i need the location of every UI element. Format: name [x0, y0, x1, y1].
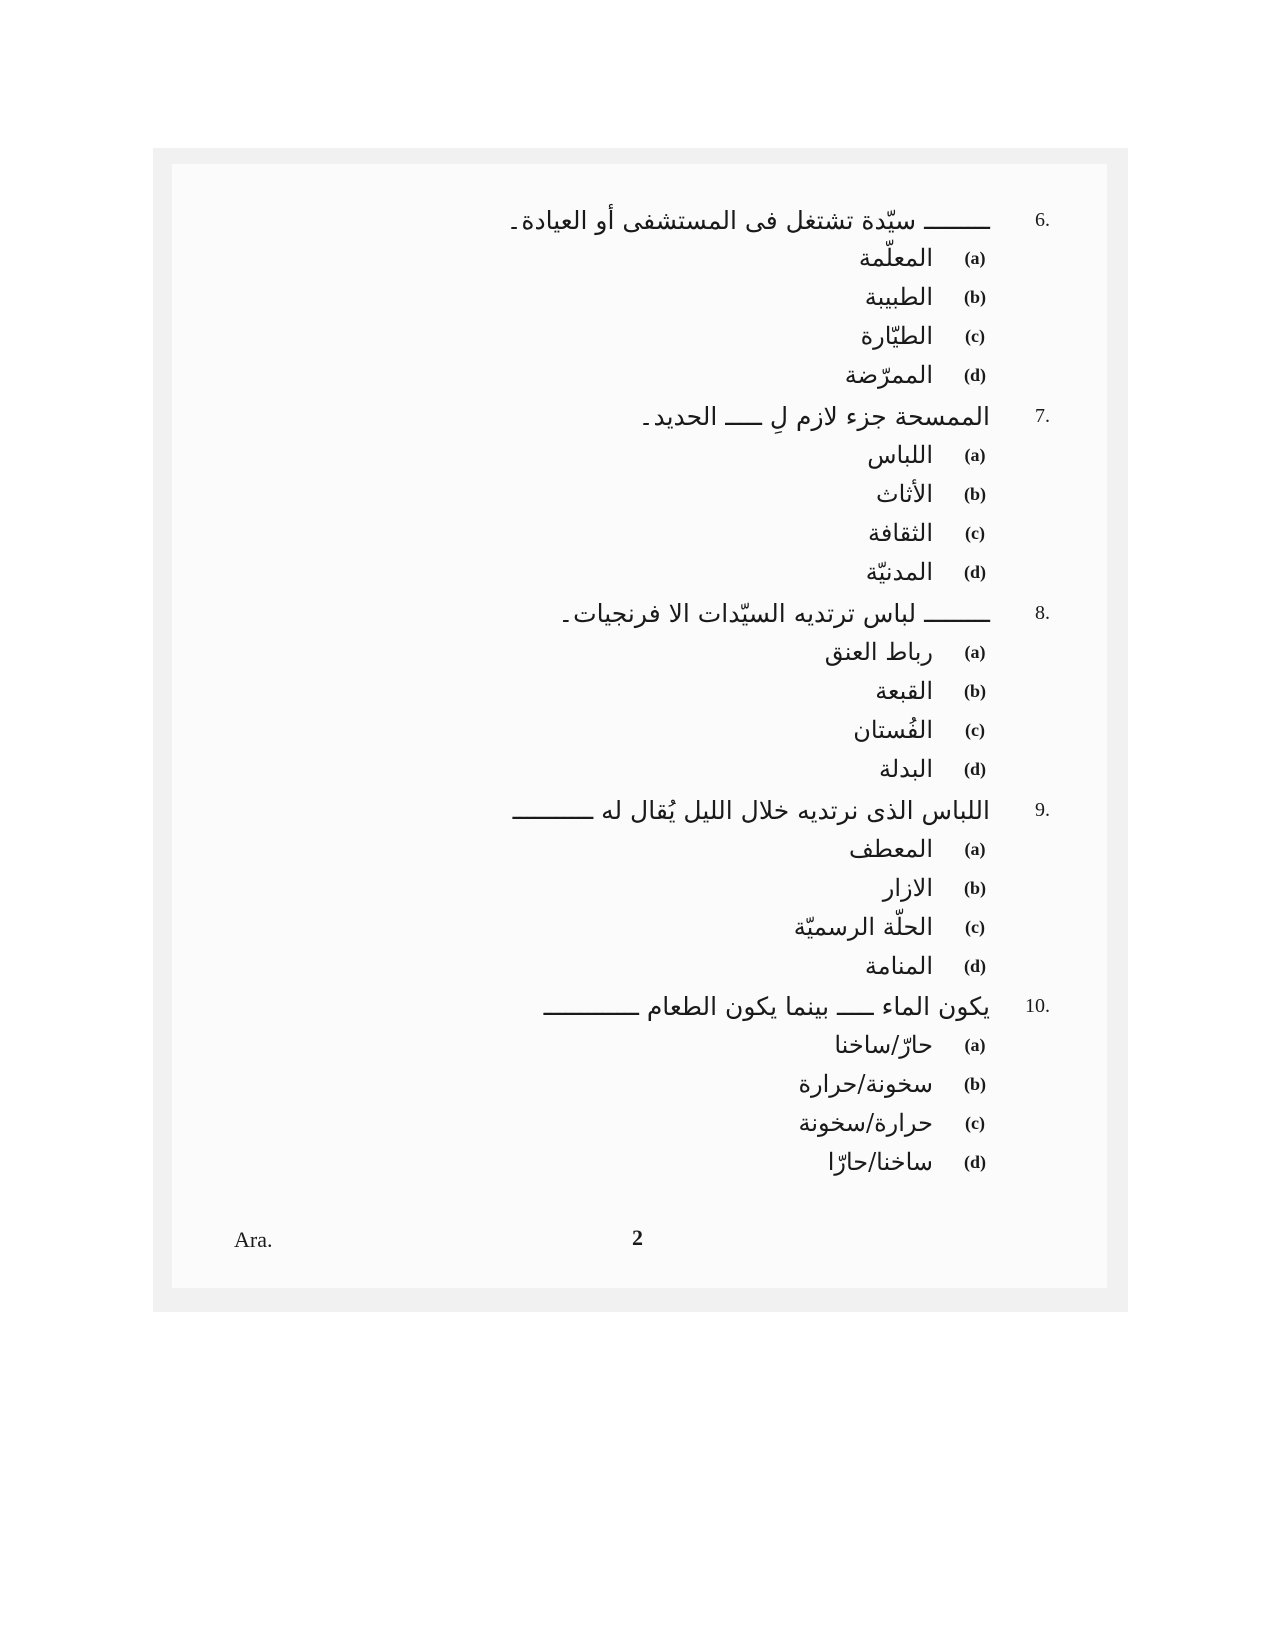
option-6d [845, 357, 1005, 393]
option-letter: (d) [964, 955, 986, 976]
question-10 [544, 988, 1050, 1024]
option-letter: (c) [965, 325, 985, 346]
option-8d [879, 751, 1005, 787]
option-text: المنامة [864, 952, 933, 980]
option-10c [798, 1105, 1005, 1141]
option-letter: (d) [964, 364, 986, 385]
option-8c [853, 712, 1005, 748]
option-text: الفُستان [853, 716, 933, 744]
option-letter: (c) [965, 719, 985, 740]
option-letter: (a) [964, 1034, 986, 1055]
option-text: المعطف [849, 835, 933, 863]
option-letter: (b) [964, 680, 986, 701]
option-letter: (c) [965, 1112, 985, 1133]
question-number: 6. [1035, 208, 1050, 231]
option-text: البدلة [879, 755, 933, 783]
question-7 [639, 398, 1050, 434]
question-stem: يكون الماء ـــــ بينما يكون الطعام ـــــــــــــ [543, 991, 990, 1021]
option-8a [825, 634, 1005, 670]
question-6 [507, 202, 1050, 238]
option-text: الازار [882, 874, 933, 902]
option-8b [875, 673, 1005, 709]
option-letter: (b) [964, 1073, 986, 1094]
option-9b [883, 870, 1005, 906]
question-number: 7. [1035, 404, 1050, 427]
option-text: حرارة/سخونة [798, 1109, 933, 1137]
option-9c [794, 909, 1005, 945]
option-text: القبعة [875, 677, 933, 705]
option-text: سخونة/حرارة [798, 1070, 933, 1098]
option-text: حارّ/ساخنا [834, 1031, 933, 1059]
option-text: الثقافة [867, 519, 933, 547]
option-6a [859, 240, 1005, 276]
question-number: 10. [1025, 994, 1050, 1017]
option-letter: (b) [964, 483, 986, 504]
option-letter: (a) [964, 444, 986, 465]
question-stem: الممسحة جزء لازم لِ ـــــ الحديد۔ [638, 401, 990, 431]
option-letter: (c) [965, 916, 985, 937]
option-letter: (c) [965, 522, 985, 543]
option-letter: (a) [964, 838, 986, 859]
question-stem: ـــــــــ سيّدة تشتغل فى المستشفى أو العيادة۔ [506, 205, 990, 235]
option-10b [798, 1066, 1005, 1102]
option-9d [865, 948, 1005, 984]
subject-code: Ara. [234, 1227, 273, 1252]
option-letter: (a) [964, 641, 986, 662]
question-stem: ـــــــــ لباس ترتديه السيّدات الا فرنجيات۔ [558, 598, 990, 628]
option-text: المعلّمة [858, 244, 933, 272]
question-8 [558, 595, 1050, 631]
option-text: المدنيّة [865, 558, 933, 586]
question-number: 9. [1035, 798, 1050, 821]
option-letter: (a) [964, 247, 986, 268]
option-letter: (d) [964, 1151, 986, 1172]
option-10a [834, 1027, 1005, 1063]
option-text: اللباس [867, 441, 933, 469]
question-number: 8. [1035, 601, 1050, 624]
option-9a [849, 831, 1005, 867]
option-6c [861, 318, 1005, 354]
option-text: الممرّضة [844, 361, 933, 389]
option-letter: (b) [964, 877, 986, 898]
option-6b [865, 279, 1005, 315]
question-stem: اللباس الذى نرتديه خلال الليل يُقال له ـــــــــــ [512, 795, 990, 825]
option-text: الطبيبة [864, 283, 933, 311]
option-text: رباط العنق [824, 638, 933, 666]
option-7c [868, 515, 1005, 551]
option-text: الطيّارة [860, 322, 933, 350]
option-text: ساخنا/حارّا [827, 1148, 933, 1176]
option-7a [867, 437, 1005, 473]
option-letter: (d) [964, 561, 986, 582]
question-9 [513, 792, 1050, 828]
option-10d [828, 1144, 1005, 1180]
option-text: الأثاث [876, 480, 933, 508]
option-7d [866, 554, 1005, 590]
option-letter: (d) [964, 758, 986, 779]
option-text: الحلّة الرسميّة [793, 913, 933, 941]
option-letter: (b) [964, 286, 986, 307]
option-7b [876, 476, 1005, 512]
page-number: 2 [632, 1225, 643, 1250]
